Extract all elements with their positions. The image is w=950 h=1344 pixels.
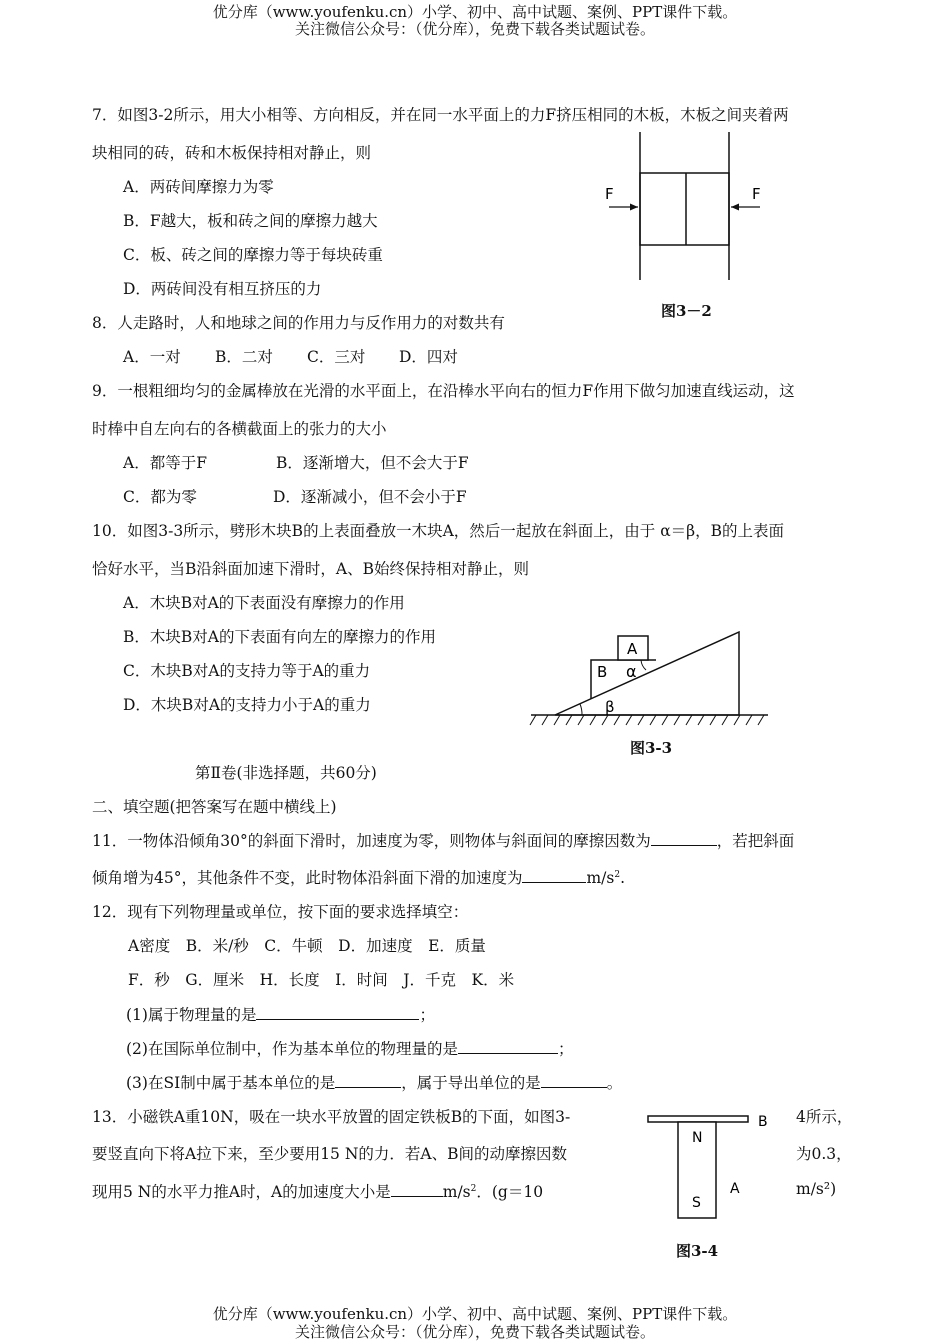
q7-option-a: A．两砖间摩擦力为零: [123, 178, 274, 196]
q12-sub-3-end: 。: [606, 1074, 623, 1092]
q7-option-b: B．F越大，板和砖之间的摩擦力越大: [123, 212, 378, 230]
figure-3-4: [640, 1108, 780, 1223]
q12-sub-2: [126, 1037, 573, 1059]
q10-option-c: C．木块B对A的支持力等于A的重力: [123, 662, 371, 680]
q7-stem-line-1: 7．如图3-2所示，用大小相等、方向相反，并在同一水平面上的力F挤压相同的木板，木板之间夹着两: [92, 106, 789, 124]
q12-sub-2-text: (2)在国际单位制中，作为基本单位的物理量的是: [126, 1040, 458, 1058]
q13-unit-exponent: 2: [470, 1183, 477, 1194]
label-alpha: α: [626, 662, 637, 681]
q11-unit: m/s: [586, 869, 615, 887]
q10-option-d: D．木块B对A的支持力小于A的重力: [123, 696, 371, 714]
arrowhead-left: [630, 204, 638, 211]
q11-text-3: 倾角增为45°，其他条件不变，此时物体沿斜面下滑的加速度为: [92, 869, 523, 887]
label-magnet-a: A: [730, 1181, 740, 1197]
q9-stem-line-1: 9．一根粗细均匀的金属棒放在光滑的水平面上，在沿棒水平向右的恒力F作用下做匀加速直线运动，这: [92, 382, 795, 400]
footer-line-2: 关注微信公众号：（优分库），免费下载各类试题试卷。: [294, 1323, 655, 1341]
q12-sub-2-end: ；: [557, 1040, 574, 1058]
q12-stem: 12．现有下列物理量或单位，按下面的要求选择填空：: [92, 903, 469, 921]
q11-stem-line-1: [92, 829, 794, 851]
q12-sub-1: [126, 1003, 435, 1025]
q12-answer-blank-3[interactable]: [335, 1073, 401, 1088]
q13-stem-line-2-left: 要竖直向下将A拉下来，至少要用15 N的力．若A、B间的动摩擦因数: [92, 1145, 567, 1163]
figure-3-4-caption: 图3-4: [676, 1242, 719, 1260]
figure-3-3: [528, 628, 773, 736]
q13-stem-line-1-right: 4所示，: [796, 1108, 853, 1126]
q9-option-b: B．逐渐增大，但不会大于F: [276, 454, 469, 472]
part-2-title: 第Ⅱ卷(非选择题，共60分): [195, 764, 377, 782]
q13-unit: m/s: [442, 1183, 471, 1201]
footer-line-1: 优分库（www.youfenku.cn）小学、初中、高中试题、案例、PPT课件下载。: [212, 1305, 738, 1323]
force-label-right: F: [752, 185, 761, 203]
q7-stem-line-2: 块相同的砖，砖和木板保持相对静止，则: [92, 144, 372, 162]
q8-option-a: A．一对: [123, 348, 181, 366]
label-pole-s: S: [692, 1195, 701, 1211]
label-plate-b: B: [758, 1114, 768, 1130]
q9-option-c: C．都为零: [123, 488, 197, 506]
q7-option-d: D．两砖间没有相互挤压的力: [123, 280, 322, 298]
q13-stem-line-1-left: 13．小磁铁A重10N，吸在一块水平放置的固定铁板B的下面，如图3-: [92, 1108, 571, 1126]
header-line-1: 优分库（www.youfenku.cn）小学、初中、高中试题、案例、PPT课件下载。: [212, 3, 738, 21]
q13-answer-blank[interactable]: [391, 1182, 443, 1197]
q9-option-a: A．都等于F: [123, 454, 207, 472]
q12-sub-3-text: (3)在SI制中属于基本单位的是: [126, 1074, 336, 1092]
q11-answer-blank-2[interactable]: [522, 868, 586, 883]
q11-answer-blank-1[interactable]: [651, 831, 717, 846]
figure-3-2-caption: 图3－2: [661, 302, 712, 320]
beta-arc: [580, 704, 582, 715]
q9-stem-line-2: 时棒中自左向右的各横截面上的张力的大小: [92, 420, 387, 438]
iron-plate-b: [648, 1116, 748, 1122]
label-a: A: [627, 640, 638, 658]
q10-option-a: A．木块B对A的下表面没有摩擦力的作用: [123, 594, 405, 612]
q13-stem-line-3-right: m/s²): [796, 1180, 837, 1198]
q12-answer-blank-1[interactable]: [256, 1005, 419, 1020]
q11-text-2: ，若把斜面: [716, 832, 795, 850]
q8-stem: 8．人走路时，人和地球之间的作用力与反作用力的对数共有: [92, 314, 505, 332]
label-pole-n: N: [692, 1130, 703, 1146]
figure-3-3-caption: 图3-3: [630, 739, 673, 757]
section-title: 二、填空题(把答案写在题中横线上): [92, 798, 337, 816]
q12-sub-1-text: (1)属于物理量的是: [126, 1006, 257, 1024]
q13-stem-line-2-right: 为0.3，: [796, 1145, 852, 1163]
q12-sub-3-mid: ，属于导出单位的是: [401, 1074, 541, 1092]
q12-items-line-2: F．秒 G．厘米 H．长度 I．时间 J．千克 K．米: [128, 971, 515, 989]
q12-sub-1-end: ；: [419, 1006, 435, 1024]
q12-answer-blank-2[interactable]: [458, 1039, 558, 1054]
q13-text: 现用5 N的水平力推A时，A的加速度大小是: [92, 1183, 391, 1201]
q11-text-1: 11．一物体沿倾角30°的斜面下滑时，加速度为零，则物体与斜面间的摩擦因数为: [92, 832, 651, 850]
q7-option-c: C．板、砖之间的摩擦力等于每块砖重: [123, 246, 383, 264]
q12-sub-3: [126, 1071, 622, 1093]
q13-stem-line-3-left: [92, 1180, 543, 1202]
q8-option-d: D．四对: [399, 348, 458, 366]
force-label-left: F: [605, 185, 614, 203]
q11-end: .: [620, 869, 626, 887]
q10-stem-line-1: 10．如图3-3所示，劈形木块B的上表面叠放一木块A，然后一起放在斜面上，由于 α＝β，B的上表面: [92, 522, 785, 540]
bricks: [640, 173, 729, 245]
figure-3-2: [595, 130, 775, 282]
q11-unit-exponent: 2: [614, 869, 621, 880]
q9-option-d: D．逐渐减小，但不会小于F: [273, 488, 467, 506]
q13-text-end: ．(g＝10: [476, 1183, 544, 1201]
q8-option-b: B．二对: [215, 348, 273, 366]
ground-hatching: [530, 715, 764, 725]
q8-option-c: C．三对: [307, 348, 366, 366]
q12-answer-blank-4[interactable]: [541, 1073, 607, 1088]
q11-stem-line-2: [92, 866, 625, 888]
q12-items-line-1: A密度 B．米/秒 C．牛顿 D．加速度 E．质量: [128, 937, 486, 955]
q10-option-b: B．木块B对A的下表面有向左的摩擦力的作用: [123, 628, 436, 646]
arrowhead-right: [731, 204, 739, 211]
q10-stem-line-2: 恰好水平，当B沿斜面加速下滑时，A、B始终保持相对静止，则: [92, 560, 529, 578]
label-b: B: [597, 663, 608, 681]
label-beta: β: [605, 698, 615, 716]
header-line-2: 关注微信公众号：（优分库），免费下载各类试题试卷。: [294, 20, 655, 38]
alpha-arc: [641, 660, 646, 670]
